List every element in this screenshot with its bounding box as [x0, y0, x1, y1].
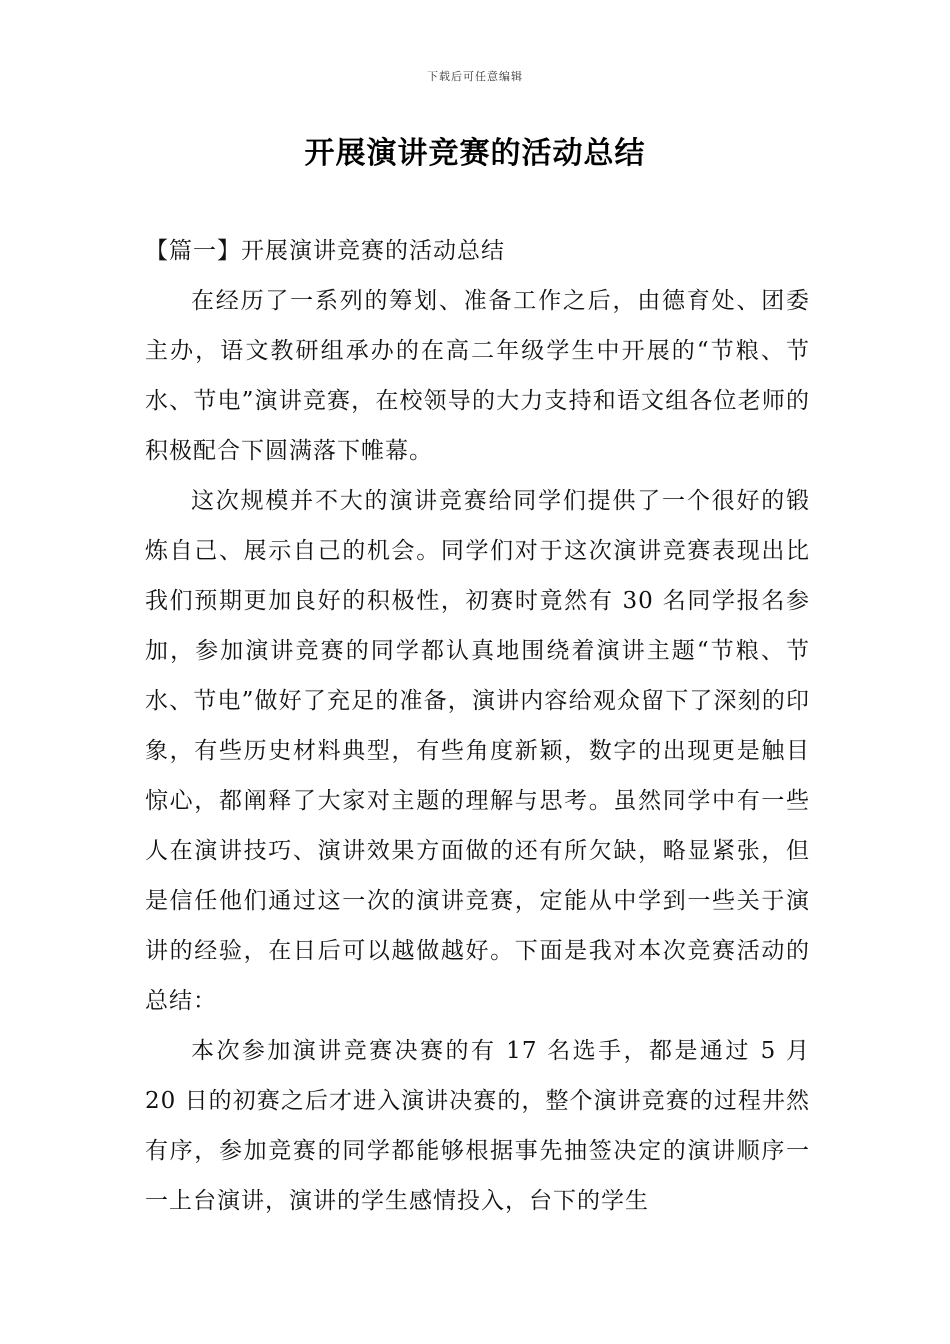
section-heading: 【篇一】开展演讲竞赛的活动总结 — [145, 238, 505, 264]
paragraph-2: 这次规模并不大的演讲竞赛给同学们提供了一个很好的锻炼自己、展示自己的机会。同学们对于这次演讲竞赛表现出比我们预期更加良好的积极性，初赛时竟然有 30 名同学报名参加，参加演讲竞赛的同学都认真地围绕着演讲主题“节粮、节水、节电”做好了充足的准备，演讲内容给观众留下了深刻的印象，有些历史材料典型，有些角度新颖，数字的出现更是触目惊心，都阐释了大家对主题的理解与思考。虽然同学中有一些人在演讲技巧、演讲效果方面做的还有所欠缺，略显紧张，但是信任他们通过这一次的演讲竞赛，定能从中学到一些关于演讲的经验，在日后可以越做越好。下面是我对本次竞赛活动的总结： — [145, 488, 810, 1014]
paragraph-1: 在经历了一系列的筹划、准备工作之后，由德育处、团委主办，语文教研组承办的在高二年级学生中开展的“节粮、节水、节电”演讲竞赛，在校领导的大力支持和语文组各位老师的积极配合下圆满落下帷幕。 — [145, 288, 810, 464]
header-note: 下载后可任意编辑 — [427, 70, 523, 83]
document-body — [145, 226, 810, 1226]
paragraph-3: 本次参加演讲竞赛决赛的有 17 名选手，都是通过 5 月 20 日的初赛之后才进入演讲决赛的，整个演讲竞赛的过程井然有序，参加竞赛的同学都能够根据事先抽签决定的演讲顺序一一上台演讲，演讲的学生感情投入，台下的学生 — [145, 1038, 810, 1214]
document-title: 开展演讲竞赛的活动总结 — [304, 136, 646, 171]
